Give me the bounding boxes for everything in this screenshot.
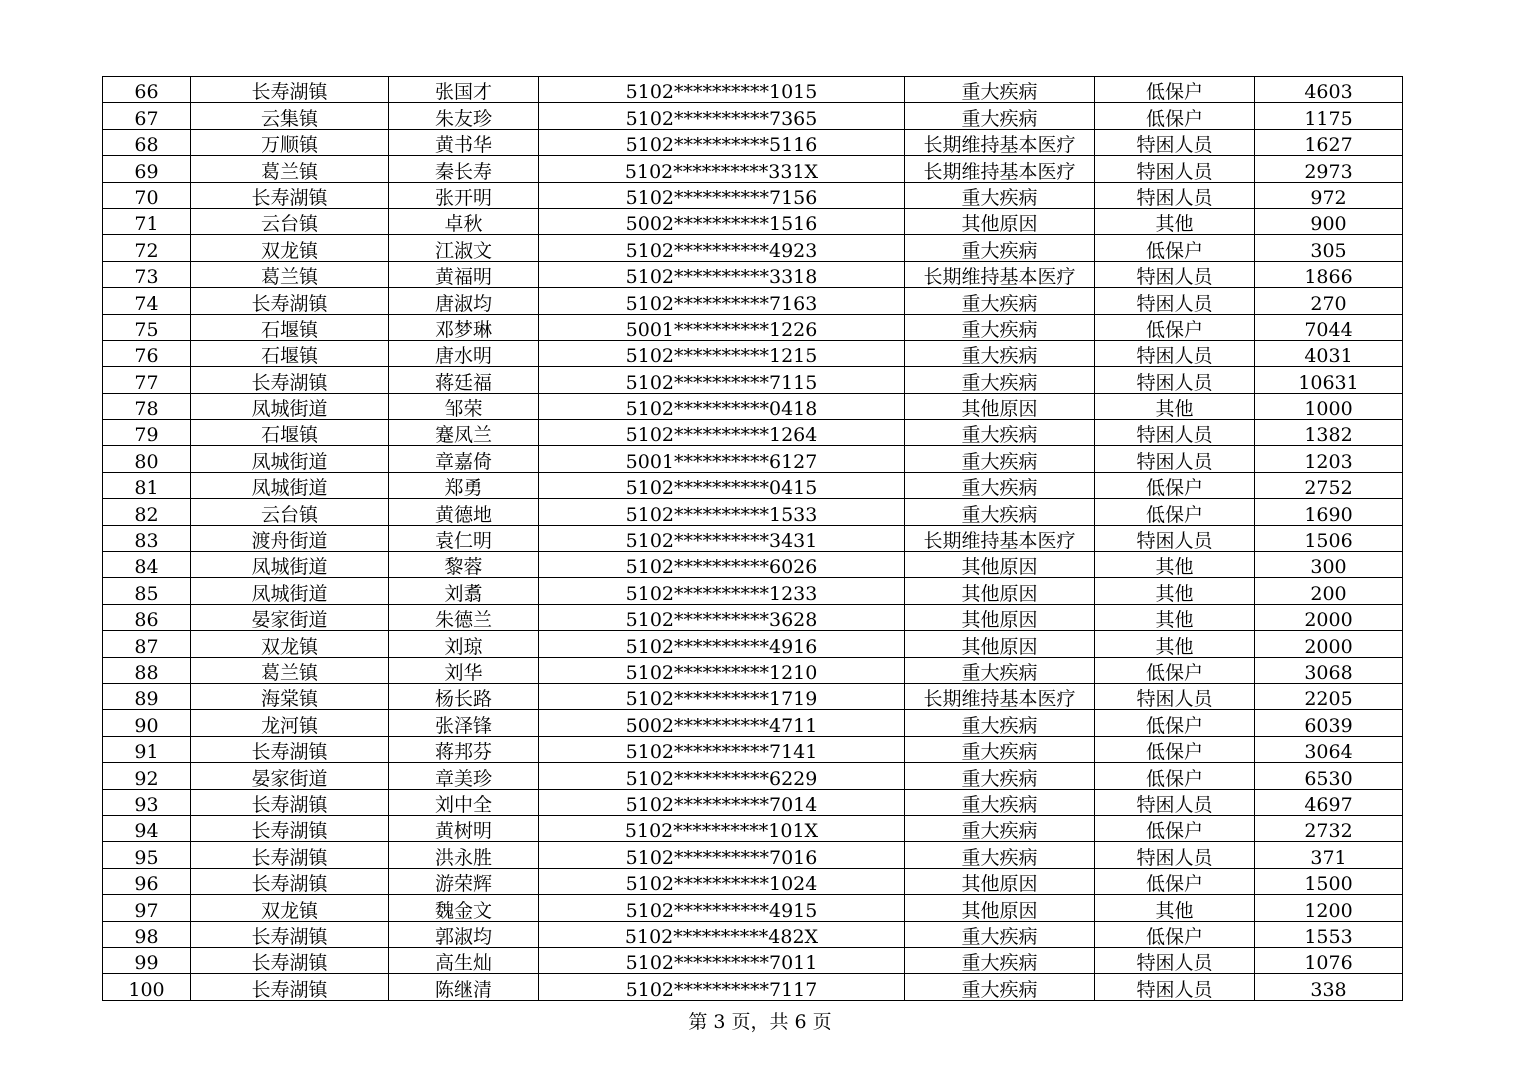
id-number-cell: 5102**********1015 bbox=[539, 77, 905, 103]
reason-cell: 重大疾病 bbox=[905, 340, 1095, 366]
reason-cell: 长期维持基本医疗 bbox=[905, 156, 1095, 182]
row-index-cell: 69 bbox=[103, 156, 191, 182]
reason-cell: 重大疾病 bbox=[905, 420, 1095, 446]
row-index-cell: 77 bbox=[103, 367, 191, 393]
reason-cell: 重大疾病 bbox=[905, 842, 1095, 868]
row-index-cell: 76 bbox=[103, 340, 191, 366]
township-cell: 长寿湖镇 bbox=[191, 77, 389, 103]
id-number-cell: 5102**********1210 bbox=[539, 657, 905, 683]
person-name-cell: 章美珍 bbox=[389, 763, 539, 789]
id-number-cell: 5102**********7117 bbox=[539, 974, 905, 1000]
township-cell: 长寿湖镇 bbox=[191, 288, 389, 314]
township-cell: 长寿湖镇 bbox=[191, 182, 389, 208]
person-name-cell: 朱德兰 bbox=[389, 604, 539, 630]
table-row bbox=[103, 420, 1403, 446]
row-index-cell: 78 bbox=[103, 393, 191, 419]
id-number-cell: 5102**********1264 bbox=[539, 420, 905, 446]
amount-cell: 6530 bbox=[1255, 763, 1403, 789]
row-index-cell: 86 bbox=[103, 604, 191, 630]
person-name-cell: 刘琼 bbox=[389, 631, 539, 657]
township-cell: 凤城街道 bbox=[191, 393, 389, 419]
table-row bbox=[103, 789, 1403, 815]
reason-cell: 重大疾病 bbox=[905, 499, 1095, 525]
reason-cell: 其他原因 bbox=[905, 868, 1095, 894]
row-index-cell: 98 bbox=[103, 921, 191, 947]
row-index-cell: 84 bbox=[103, 552, 191, 578]
amount-cell: 338 bbox=[1255, 974, 1403, 1000]
table-row bbox=[103, 446, 1403, 472]
category-cell: 特困人员 bbox=[1095, 340, 1255, 366]
person-name-cell: 蹇凤兰 bbox=[389, 420, 539, 446]
row-index-cell: 89 bbox=[103, 683, 191, 709]
category-cell: 低保户 bbox=[1095, 499, 1255, 525]
id-number-cell: 5102**********6229 bbox=[539, 763, 905, 789]
category-cell: 特困人员 bbox=[1095, 446, 1255, 472]
category-cell: 低保户 bbox=[1095, 77, 1255, 103]
reason-cell: 其他原因 bbox=[905, 578, 1095, 604]
township-cell: 长寿湖镇 bbox=[191, 815, 389, 841]
reason-cell: 重大疾病 bbox=[905, 657, 1095, 683]
person-name-cell: 郑勇 bbox=[389, 472, 539, 498]
amount-cell: 7044 bbox=[1255, 314, 1403, 340]
category-cell: 特困人员 bbox=[1095, 261, 1255, 287]
table-row bbox=[103, 472, 1403, 498]
amount-cell: 1553 bbox=[1255, 921, 1403, 947]
amount-cell: 1506 bbox=[1255, 525, 1403, 551]
id-number-cell: 5102**********1215 bbox=[539, 340, 905, 366]
person-name-cell: 邓梦琳 bbox=[389, 314, 539, 340]
amount-cell: 6039 bbox=[1255, 710, 1403, 736]
person-name-cell: 洪永胜 bbox=[389, 842, 539, 868]
id-number-cell: 5102**********3628 bbox=[539, 604, 905, 630]
id-number-cell: 5102**********7016 bbox=[539, 842, 905, 868]
amount-cell: 1500 bbox=[1255, 868, 1403, 894]
reason-cell: 重大疾病 bbox=[905, 77, 1095, 103]
row-index-cell: 81 bbox=[103, 472, 191, 498]
amount-cell: 2205 bbox=[1255, 683, 1403, 709]
amount-cell: 1627 bbox=[1255, 129, 1403, 155]
reason-cell: 重大疾病 bbox=[905, 763, 1095, 789]
id-number-cell: 5102**********7365 bbox=[539, 103, 905, 129]
township-cell: 双龙镇 bbox=[191, 631, 389, 657]
amount-cell: 2973 bbox=[1255, 156, 1403, 182]
township-cell: 葛兰镇 bbox=[191, 156, 389, 182]
table-row bbox=[103, 947, 1403, 973]
reason-cell: 长期维持基本医疗 bbox=[905, 683, 1095, 709]
id-number-cell: 5102**********3431 bbox=[539, 525, 905, 551]
table-row bbox=[103, 631, 1403, 657]
row-index-cell: 73 bbox=[103, 261, 191, 287]
person-name-cell: 黎蓉 bbox=[389, 552, 539, 578]
category-cell: 其他 bbox=[1095, 631, 1255, 657]
table-row bbox=[103, 578, 1403, 604]
township-cell: 云集镇 bbox=[191, 103, 389, 129]
row-index-cell: 80 bbox=[103, 446, 191, 472]
table-row bbox=[103, 499, 1403, 525]
person-name-cell: 唐淑均 bbox=[389, 288, 539, 314]
category-cell: 特困人员 bbox=[1095, 420, 1255, 446]
table-row bbox=[103, 974, 1403, 1000]
category-cell: 特困人员 bbox=[1095, 182, 1255, 208]
township-cell: 海棠镇 bbox=[191, 683, 389, 709]
township-cell: 长寿湖镇 bbox=[191, 947, 389, 973]
person-name-cell: 秦长寿 bbox=[389, 156, 539, 182]
id-number-cell: 5102**********482X bbox=[539, 921, 905, 947]
id-number-cell: 5102**********0418 bbox=[539, 393, 905, 419]
table-row bbox=[103, 868, 1403, 894]
category-cell: 低保户 bbox=[1095, 815, 1255, 841]
person-name-cell: 章嘉倚 bbox=[389, 446, 539, 472]
category-cell: 特困人员 bbox=[1095, 288, 1255, 314]
amount-cell: 305 bbox=[1255, 235, 1403, 261]
row-index-cell: 83 bbox=[103, 525, 191, 551]
table-row bbox=[103, 103, 1403, 129]
township-cell: 葛兰镇 bbox=[191, 261, 389, 287]
row-index-cell: 75 bbox=[103, 314, 191, 340]
table-row bbox=[103, 393, 1403, 419]
category-cell: 特困人员 bbox=[1095, 974, 1255, 1000]
township-cell: 凤城街道 bbox=[191, 552, 389, 578]
reason-cell: 长期维持基本医疗 bbox=[905, 129, 1095, 155]
reason-cell: 其他原因 bbox=[905, 631, 1095, 657]
township-cell: 长寿湖镇 bbox=[191, 367, 389, 393]
row-index-cell: 95 bbox=[103, 842, 191, 868]
row-index-cell: 99 bbox=[103, 947, 191, 973]
row-index-cell: 100 bbox=[103, 974, 191, 1000]
township-cell: 凤城街道 bbox=[191, 472, 389, 498]
person-name-cell: 袁仁明 bbox=[389, 525, 539, 551]
amount-cell: 4697 bbox=[1255, 789, 1403, 815]
township-cell: 云台镇 bbox=[191, 499, 389, 525]
person-name-cell: 陈继清 bbox=[389, 974, 539, 1000]
category-cell: 特困人员 bbox=[1095, 156, 1255, 182]
row-index-cell: 96 bbox=[103, 868, 191, 894]
id-number-cell: 5102**********1024 bbox=[539, 868, 905, 894]
table-row bbox=[103, 129, 1403, 155]
amount-cell: 300 bbox=[1255, 552, 1403, 578]
category-cell: 特困人员 bbox=[1095, 683, 1255, 709]
row-index-cell: 93 bbox=[103, 789, 191, 815]
id-number-cell: 5102**********6026 bbox=[539, 552, 905, 578]
row-index-cell: 85 bbox=[103, 578, 191, 604]
category-cell: 低保户 bbox=[1095, 921, 1255, 947]
reason-cell: 重大疾病 bbox=[905, 103, 1095, 129]
reason-cell: 重大疾病 bbox=[905, 921, 1095, 947]
township-cell: 长寿湖镇 bbox=[191, 974, 389, 1000]
person-name-cell: 高生灿 bbox=[389, 947, 539, 973]
category-cell: 低保户 bbox=[1095, 657, 1255, 683]
row-index-cell: 88 bbox=[103, 657, 191, 683]
id-number-cell: 5102**********7014 bbox=[539, 789, 905, 815]
category-cell: 其他 bbox=[1095, 578, 1255, 604]
row-index-cell: 87 bbox=[103, 631, 191, 657]
category-cell: 低保户 bbox=[1095, 710, 1255, 736]
table-row bbox=[103, 763, 1403, 789]
id-number-cell: 5002**********1516 bbox=[539, 208, 905, 234]
person-name-cell: 黄福明 bbox=[389, 261, 539, 287]
table-row bbox=[103, 683, 1403, 709]
id-number-cell: 5102**********4915 bbox=[539, 895, 905, 921]
id-number-cell: 5102**********4916 bbox=[539, 631, 905, 657]
table-row bbox=[103, 314, 1403, 340]
reason-cell: 重大疾病 bbox=[905, 789, 1095, 815]
row-index-cell: 72 bbox=[103, 235, 191, 261]
township-cell: 晏家街道 bbox=[191, 604, 389, 630]
person-name-cell: 卓秋 bbox=[389, 208, 539, 234]
assistance-table bbox=[102, 76, 1403, 1001]
reason-cell: 重大疾病 bbox=[905, 367, 1095, 393]
person-name-cell: 邹荣 bbox=[389, 393, 539, 419]
person-name-cell: 张国才 bbox=[389, 77, 539, 103]
id-number-cell: 5102**********1719 bbox=[539, 683, 905, 709]
person-name-cell: 蒋廷福 bbox=[389, 367, 539, 393]
row-index-cell: 91 bbox=[103, 736, 191, 762]
township-cell: 双龙镇 bbox=[191, 895, 389, 921]
category-cell: 低保户 bbox=[1095, 736, 1255, 762]
reason-cell: 重大疾病 bbox=[905, 947, 1095, 973]
reason-cell: 长期维持基本医疗 bbox=[905, 525, 1095, 551]
person-name-cell: 黄树明 bbox=[389, 815, 539, 841]
township-cell: 长寿湖镇 bbox=[191, 736, 389, 762]
amount-cell: 1175 bbox=[1255, 103, 1403, 129]
table-row bbox=[103, 895, 1403, 921]
row-index-cell: 67 bbox=[103, 103, 191, 129]
category-cell: 特困人员 bbox=[1095, 367, 1255, 393]
row-index-cell: 66 bbox=[103, 77, 191, 103]
id-number-cell: 5102**********0415 bbox=[539, 472, 905, 498]
table-row bbox=[103, 208, 1403, 234]
table-row bbox=[103, 261, 1403, 287]
amount-cell: 270 bbox=[1255, 288, 1403, 314]
township-cell: 云台镇 bbox=[191, 208, 389, 234]
table-row bbox=[103, 736, 1403, 762]
township-cell: 凤城街道 bbox=[191, 578, 389, 604]
category-cell: 特困人员 bbox=[1095, 947, 1255, 973]
township-cell: 渡舟街道 bbox=[191, 525, 389, 551]
row-index-cell: 97 bbox=[103, 895, 191, 921]
category-cell: 低保户 bbox=[1095, 103, 1255, 129]
row-index-cell: 94 bbox=[103, 815, 191, 841]
amount-cell: 1382 bbox=[1255, 420, 1403, 446]
id-number-cell: 5102**********7115 bbox=[539, 367, 905, 393]
row-index-cell: 70 bbox=[103, 182, 191, 208]
id-number-cell: 5001**********6127 bbox=[539, 446, 905, 472]
id-number-cell: 5102**********3318 bbox=[539, 261, 905, 287]
person-name-cell: 刘中全 bbox=[389, 789, 539, 815]
id-number-cell: 5102**********1533 bbox=[539, 499, 905, 525]
table-row bbox=[103, 182, 1403, 208]
amount-cell: 1690 bbox=[1255, 499, 1403, 525]
reason-cell: 其他原因 bbox=[905, 393, 1095, 419]
reason-cell: 重大疾病 bbox=[905, 710, 1095, 736]
person-name-cell: 刘翥 bbox=[389, 578, 539, 604]
township-cell: 龙河镇 bbox=[191, 710, 389, 736]
reason-cell: 重大疾病 bbox=[905, 446, 1095, 472]
person-name-cell: 张泽锋 bbox=[389, 710, 539, 736]
reason-cell: 其他原因 bbox=[905, 895, 1095, 921]
township-cell: 长寿湖镇 bbox=[191, 868, 389, 894]
township-cell: 晏家街道 bbox=[191, 763, 389, 789]
reason-cell: 重大疾病 bbox=[905, 235, 1095, 261]
id-number-cell: 5102**********4923 bbox=[539, 235, 905, 261]
township-cell: 凤城街道 bbox=[191, 446, 389, 472]
page-number-footer: 第 3 页，共 6 页 bbox=[688, 1011, 832, 1033]
amount-cell: 2752 bbox=[1255, 472, 1403, 498]
person-name-cell: 黄德地 bbox=[389, 499, 539, 525]
reason-cell: 重大疾病 bbox=[905, 288, 1095, 314]
amount-cell: 2732 bbox=[1255, 815, 1403, 841]
township-cell: 万顺镇 bbox=[191, 129, 389, 155]
table-row bbox=[103, 525, 1403, 551]
category-cell: 低保户 bbox=[1095, 472, 1255, 498]
township-cell: 长寿湖镇 bbox=[191, 921, 389, 947]
id-number-cell: 5102**********7011 bbox=[539, 947, 905, 973]
category-cell: 其他 bbox=[1095, 604, 1255, 630]
reason-cell: 重大疾病 bbox=[905, 736, 1095, 762]
reason-cell: 其他原因 bbox=[905, 552, 1095, 578]
amount-cell: 972 bbox=[1255, 182, 1403, 208]
table-row bbox=[103, 235, 1403, 261]
amount-cell: 1200 bbox=[1255, 895, 1403, 921]
category-cell: 特困人员 bbox=[1095, 129, 1255, 155]
row-index-cell: 71 bbox=[103, 208, 191, 234]
amount-cell: 3068 bbox=[1255, 657, 1403, 683]
id-number-cell: 5102**********7163 bbox=[539, 288, 905, 314]
amount-cell: 4603 bbox=[1255, 77, 1403, 103]
reason-cell: 其他原因 bbox=[905, 604, 1095, 630]
table-row bbox=[103, 340, 1403, 366]
person-name-cell: 魏金文 bbox=[389, 895, 539, 921]
amount-cell: 1000 bbox=[1255, 393, 1403, 419]
township-cell: 石堰镇 bbox=[191, 420, 389, 446]
person-name-cell: 杨长路 bbox=[389, 683, 539, 709]
person-name-cell: 朱友珍 bbox=[389, 103, 539, 129]
table-row bbox=[103, 77, 1403, 103]
amount-cell: 900 bbox=[1255, 208, 1403, 234]
person-name-cell: 郭淑均 bbox=[389, 921, 539, 947]
row-index-cell: 68 bbox=[103, 129, 191, 155]
category-cell: 特困人员 bbox=[1095, 525, 1255, 551]
reason-cell: 重大疾病 bbox=[905, 974, 1095, 1000]
id-number-cell: 5002**********4711 bbox=[539, 710, 905, 736]
amount-cell: 3064 bbox=[1255, 736, 1403, 762]
person-name-cell: 黄书华 bbox=[389, 129, 539, 155]
category-cell: 低保户 bbox=[1095, 763, 1255, 789]
table-row bbox=[103, 367, 1403, 393]
person-name-cell: 唐水明 bbox=[389, 340, 539, 366]
amount-cell: 2000 bbox=[1255, 631, 1403, 657]
table-row bbox=[103, 604, 1403, 630]
row-index-cell: 92 bbox=[103, 763, 191, 789]
id-number-cell: 5102**********331X bbox=[539, 156, 905, 182]
table-row bbox=[103, 552, 1403, 578]
amount-cell: 4031 bbox=[1255, 340, 1403, 366]
reason-cell: 重大疾病 bbox=[905, 815, 1095, 841]
person-name-cell: 游荣辉 bbox=[389, 868, 539, 894]
id-number-cell: 5001**********1226 bbox=[539, 314, 905, 340]
id-number-cell: 5102**********5116 bbox=[539, 129, 905, 155]
township-cell: 石堰镇 bbox=[191, 314, 389, 340]
row-index-cell: 90 bbox=[103, 710, 191, 736]
table-row bbox=[103, 156, 1403, 182]
row-index-cell: 82 bbox=[103, 499, 191, 525]
amount-cell: 200 bbox=[1255, 578, 1403, 604]
id-number-cell: 5102**********1233 bbox=[539, 578, 905, 604]
table-row bbox=[103, 921, 1403, 947]
amount-cell: 10631 bbox=[1255, 367, 1403, 393]
person-name-cell: 蒋邦芬 bbox=[389, 736, 539, 762]
table-row bbox=[103, 842, 1403, 868]
table-row bbox=[103, 815, 1403, 841]
township-cell: 长寿湖镇 bbox=[191, 789, 389, 815]
category-cell: 其他 bbox=[1095, 393, 1255, 419]
reason-cell: 重大疾病 bbox=[905, 472, 1095, 498]
category-cell: 其他 bbox=[1095, 895, 1255, 921]
category-cell: 特困人员 bbox=[1095, 842, 1255, 868]
amount-cell: 1866 bbox=[1255, 261, 1403, 287]
township-cell: 双龙镇 bbox=[191, 235, 389, 261]
reason-cell: 重大疾病 bbox=[905, 314, 1095, 340]
id-number-cell: 5102**********101X bbox=[539, 815, 905, 841]
township-cell: 葛兰镇 bbox=[191, 657, 389, 683]
category-cell: 特困人员 bbox=[1095, 789, 1255, 815]
table-row bbox=[103, 710, 1403, 736]
id-number-cell: 5102**********7156 bbox=[539, 182, 905, 208]
row-index-cell: 74 bbox=[103, 288, 191, 314]
person-name-cell: 张开明 bbox=[389, 182, 539, 208]
table-body bbox=[103, 77, 1403, 1001]
township-cell: 长寿湖镇 bbox=[191, 842, 389, 868]
reason-cell: 重大疾病 bbox=[905, 182, 1095, 208]
amount-cell: 1203 bbox=[1255, 446, 1403, 472]
table-row bbox=[103, 288, 1403, 314]
table-row bbox=[103, 657, 1403, 683]
person-name-cell: 刘华 bbox=[389, 657, 539, 683]
row-index-cell: 79 bbox=[103, 420, 191, 446]
reason-cell: 其他原因 bbox=[905, 208, 1095, 234]
amount-cell: 2000 bbox=[1255, 604, 1403, 630]
category-cell: 其他 bbox=[1095, 552, 1255, 578]
id-number-cell: 5102**********7141 bbox=[539, 736, 905, 762]
amount-cell: 371 bbox=[1255, 842, 1403, 868]
township-cell: 石堰镇 bbox=[191, 340, 389, 366]
category-cell: 低保户 bbox=[1095, 235, 1255, 261]
category-cell: 其他 bbox=[1095, 208, 1255, 234]
amount-cell: 1076 bbox=[1255, 947, 1403, 973]
category-cell: 低保户 bbox=[1095, 314, 1255, 340]
category-cell: 低保户 bbox=[1095, 868, 1255, 894]
reason-cell: 长期维持基本医疗 bbox=[905, 261, 1095, 287]
person-name-cell: 江淑文 bbox=[389, 235, 539, 261]
